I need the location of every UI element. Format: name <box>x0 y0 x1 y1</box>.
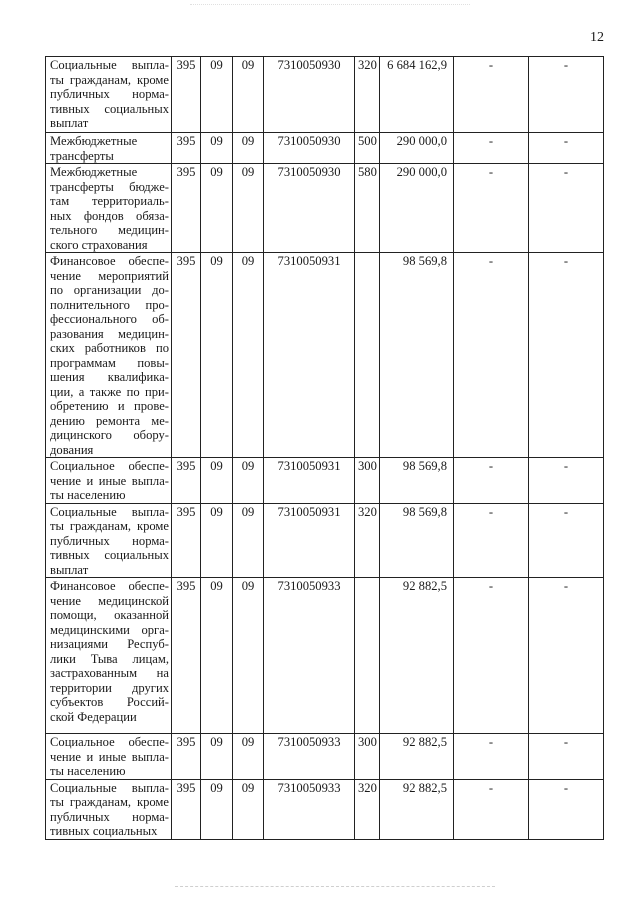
cell-description: Социальное обеспе-чение и иные выпла-ты населению <box>46 458 172 504</box>
cell-expense-type: 320 <box>355 779 380 839</box>
cell-plan-2: - <box>529 458 604 504</box>
table-row <box>46 779 604 839</box>
budget-table <box>45 56 604 840</box>
cell-expense-type: 320 <box>355 503 380 578</box>
cell-section-code: 09 <box>201 779 233 839</box>
cell-amount: 290 000,0 <box>380 164 454 253</box>
cell-description: Межбюджетные трансферты <box>46 133 172 164</box>
cell-ministry-code: 395 <box>172 133 201 164</box>
cell-plan-2: - <box>529 164 604 253</box>
cell-plan-2: - <box>529 734 604 780</box>
cell-amount: 290 000,0 <box>380 133 454 164</box>
cell-plan-1: - <box>454 734 529 780</box>
cell-target-article: 7310050931 <box>264 458 355 504</box>
cell-description: Социальные выпла-ты гражданам, кроме публичных норма-тивных социальных выплат <box>46 503 172 578</box>
table-body <box>46 57 604 840</box>
cell-ministry-code: 395 <box>172 253 201 458</box>
cell-plan-1: - <box>454 779 529 839</box>
cell-target-article: 7310050933 <box>264 734 355 780</box>
cell-amount: 98 569,8 <box>380 458 454 504</box>
cell-ministry-code: 395 <box>172 578 201 734</box>
cell-expense-type: 320 <box>355 57 380 133</box>
cell-expense-type: 300 <box>355 734 380 780</box>
table-row <box>46 133 604 164</box>
table-row <box>46 164 604 253</box>
cell-description: Межбюджетные трансферты бюдже-там территориаль-ных фондов обяза-тельного медицин-ского страхования <box>46 164 172 253</box>
cell-plan-2: - <box>529 779 604 839</box>
cell-subsection-code: 09 <box>233 578 264 734</box>
cell-subsection-code: 09 <box>233 133 264 164</box>
cell-target-article: 7310050933 <box>264 578 355 734</box>
cell-amount: 98 569,8 <box>380 253 454 458</box>
cell-subsection-code: 09 <box>233 253 264 458</box>
cell-subsection-code: 09 <box>233 503 264 578</box>
cell-section-code: 09 <box>201 578 233 734</box>
cell-plan-2: - <box>529 253 604 458</box>
cell-plan-2: - <box>529 57 604 133</box>
cell-target-article: 7310050931 <box>264 253 355 458</box>
cell-expense-type: 500 <box>355 133 380 164</box>
table-row <box>46 734 604 780</box>
cell-section-code: 09 <box>201 164 233 253</box>
cell-subsection-code: 09 <box>233 164 264 253</box>
cell-plan-1: - <box>454 578 529 734</box>
cell-ministry-code: 395 <box>172 503 201 578</box>
cell-expense-type: 300 <box>355 458 380 504</box>
cell-description: Социальное обеспе-чение и иные выпла-ты населению <box>46 734 172 780</box>
cell-target-article: 7310050931 <box>264 503 355 578</box>
cell-target-article: 7310050930 <box>264 164 355 253</box>
cell-expense-type <box>355 578 380 734</box>
cell-expense-type: 580 <box>355 164 380 253</box>
table-row <box>46 458 604 504</box>
cell-target-article: 7310050930 <box>264 133 355 164</box>
cell-amount: 92 882,5 <box>380 578 454 734</box>
cell-plan-1: - <box>454 253 529 458</box>
cell-target-article: 7310050930 <box>264 57 355 133</box>
cell-plan-1: - <box>454 164 529 253</box>
cell-plan-2: - <box>529 578 604 734</box>
cell-ministry-code: 395 <box>172 458 201 504</box>
cell-plan-1: - <box>454 133 529 164</box>
table-row <box>46 253 604 458</box>
cell-amount: 98 569,8 <box>380 503 454 578</box>
cell-expense-type <box>355 253 380 458</box>
table-row <box>46 57 604 133</box>
cell-plan-2: - <box>529 503 604 578</box>
cell-plan-1: - <box>454 503 529 578</box>
cell-ministry-code: 395 <box>172 164 201 253</box>
cell-subsection-code: 09 <box>233 458 264 504</box>
cell-section-code: 09 <box>201 253 233 458</box>
cell-subsection-code: 09 <box>233 779 264 839</box>
cell-section-code: 09 <box>201 57 233 133</box>
cell-subsection-code: 09 <box>233 734 264 780</box>
cell-section-code: 09 <box>201 133 233 164</box>
cell-description: Социальные выпла-ты гражданам, кроме публичных норма-тивных социальных выплат <box>46 57 172 133</box>
page-number: 12 <box>590 30 604 45</box>
cell-section-code: 09 <box>201 458 233 504</box>
cell-plan-1: - <box>454 57 529 133</box>
cell-amount: 6 684 162,9 <box>380 57 454 133</box>
table-row <box>46 503 604 578</box>
cell-description: Социальные выпла-ты гражданам, кроме публичных норма-тивных социальных <box>46 779 172 839</box>
cell-section-code: 09 <box>201 503 233 578</box>
table-row <box>46 578 604 734</box>
cell-ministry-code: 395 <box>172 57 201 133</box>
cell-amount: 92 882,5 <box>380 734 454 780</box>
scan-artifact-top <box>190 4 470 5</box>
cell-section-code: 09 <box>201 734 233 780</box>
cell-plan-2: - <box>529 133 604 164</box>
cell-ministry-code: 395 <box>172 779 201 839</box>
cell-target-article: 7310050933 <box>264 779 355 839</box>
cell-ministry-code: 395 <box>172 734 201 780</box>
cell-description: Финансовое обеспе-чение мероприятий по организации до-полнительного про-фессионального об-разования медицин-ских работников по программам повы-шения квалифика-ции, а также по при-обретению и прове-дению ремонта ме-дицинского обору-дования <box>46 253 172 458</box>
cell-description: Финансовое обеспе-чение медицинской помощи, оказанной медицинскими орга-низациями Респуб-лики Тыва лицам, застрахованным на территории других субъектов Россий-ской Федерации <box>46 578 172 734</box>
scan-artifact-bottom <box>175 886 495 887</box>
cell-plan-1: - <box>454 458 529 504</box>
cell-amount: 92 882,5 <box>380 779 454 839</box>
cell-subsection-code: 09 <box>233 57 264 133</box>
